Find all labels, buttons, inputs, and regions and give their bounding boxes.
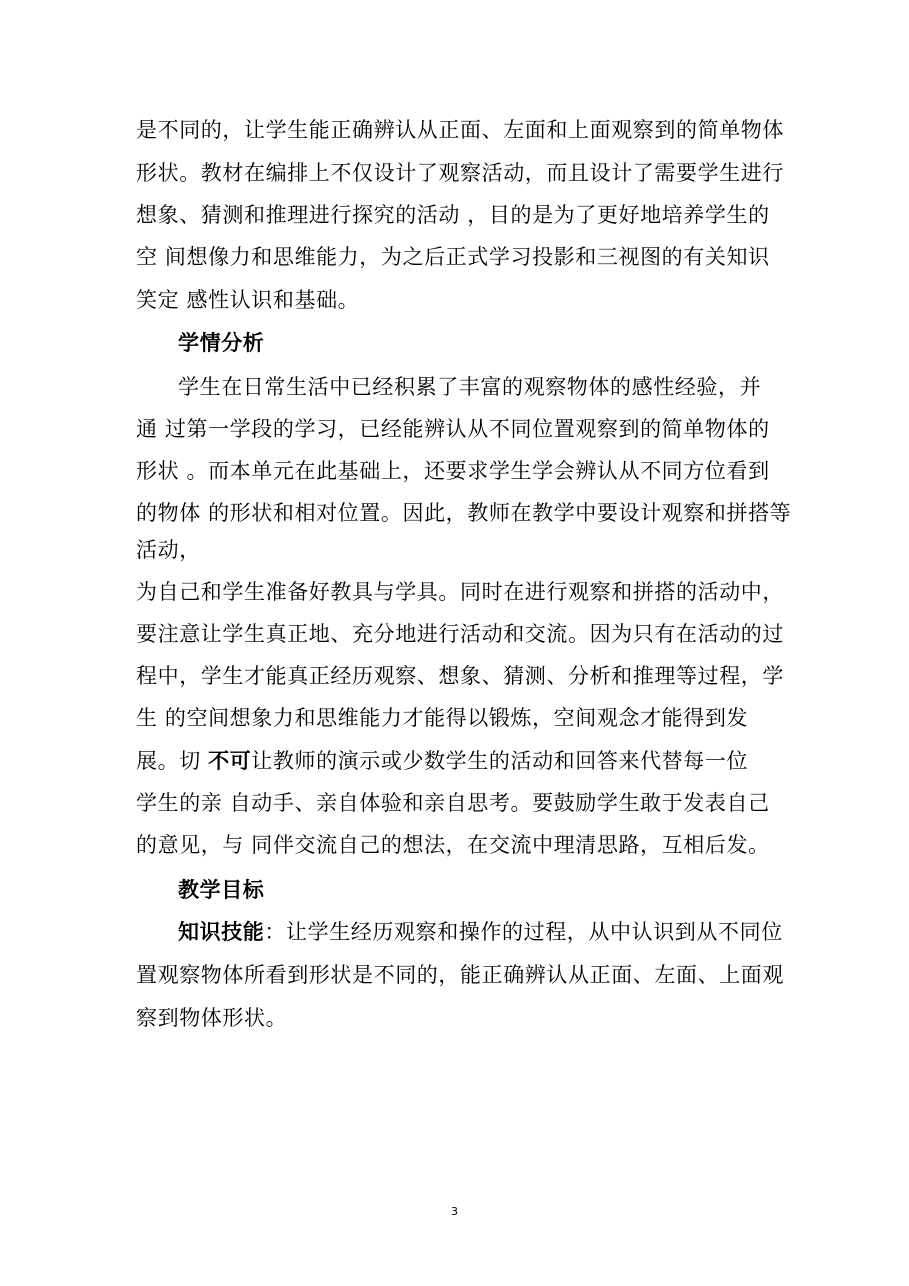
paragraph-line: 置观察物体所看到形状是不同的，能正确辨认从正面、左面、上面观 [136,963,784,987]
paragraph-line: 为自己和学生准备好教具与学具。同时在进行观察和拼搭的活动中， [136,580,784,604]
goal-label: 知识技能 [178,920,265,944]
paragraph-line: 要注意让学生真正地、充分地进行活动和交流。因为只有在活动的过 [136,622,784,646]
paragraph-line: 察到物体形状。 [136,1006,288,1030]
paragraph-line: 形状 。而本单元在此基础上，还要求学生学会辨认从不同方位看到 [136,459,770,483]
paragraph-line: 学生的亲 自动手、亲自体验和亲自思考。要鼓励学生敢于发表自己 [136,791,770,815]
paragraph-line: 活动， [136,538,201,562]
paragraph-line [178,917,783,947]
paragraph-line: 笑定 感性认识和基础。 [136,288,360,312]
section-heading-xueqing: 学情分析 [178,331,265,355]
paragraph-line: 生 的空间想象力和思维能力才能得以锻炼，空间观念才能得到发 [136,706,749,730]
paragraph-line: 通 过第一学段的学习，已经能辨认从不同位置观察到的简单物体的 [136,417,770,441]
paragraph-line [136,746,748,776]
paragraph-line: 的意见，与 同伴交流自己的想法，在交流中理清思路，互相后发。 [136,833,770,857]
paragraph-line: 是不同的，让学生能正确辨认从正面、左面和上面观察到的简单物体 [136,118,784,142]
text-run: ：让学生经历观察和操作的过程，从中认识到从不同位 [264,920,783,944]
text-run: 让教师的演示或少数学生的活动和回答来代替每一位 [251,749,749,773]
paragraph-line: 的物体 的形状和相对位置。因此，教师在教学中要设计观察和拼搭等 [136,501,792,525]
page-number: 3 [451,1205,458,1218]
paragraph-line: 形状。教材在编排上不仅设计了观察活动，而且设计了需要学生进行 [136,161,784,185]
paragraph-line: 程中，学生才能真正经历观察、想象、猜测、分析和推理等过程，学 [136,664,784,688]
paragraph-line: 学生在日常生活中已经积累了丰富的观察物体的感性经验，并 [178,375,762,399]
emphasis-text: 不可 [208,749,252,773]
text-run: 展。切 [136,749,209,773]
paragraph-line: 想象、猜测和推理进行探究的活动 ，目的是为了更好地培养学生的 [136,203,770,227]
section-heading-mubiao: 教学目标 [178,878,265,902]
paragraph-line: 空 间想像力和思维能力，为之后正式学习投影和三视图的有关知识 [136,245,770,269]
